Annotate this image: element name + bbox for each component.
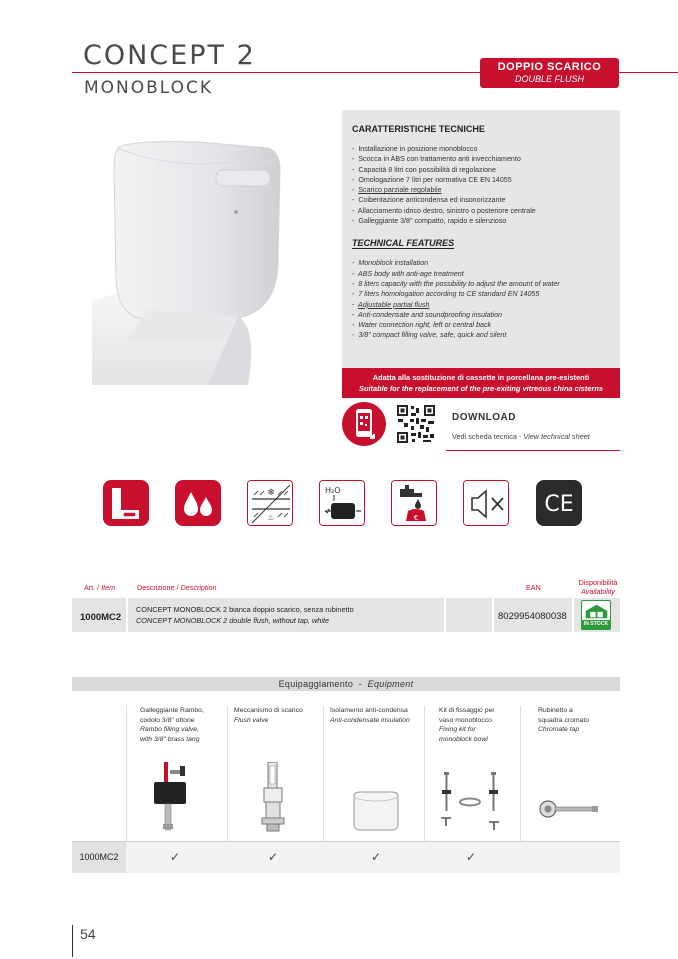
water-tank-icon <box>319 480 365 526</box>
svg-text:♨: ♨ <box>267 513 275 522</box>
equipment-item-flush-valve: Meccanismo di scarico Flush valve <box>234 707 303 724</box>
check-mark-icon: ✓ <box>268 850 279 864</box>
spec-item: - Allacciamento idrico destro, sinistro o posteriore centrale <box>352 206 536 215</box>
description-it: CONCEPT MONOBLOCK 2 bianca doppio scarico, senza rubinetto <box>136 605 354 614</box>
description-en: CONCEPT MONOBLOCK 2 double flush, without tap, white <box>136 616 330 625</box>
equipment-item-filling-valve: Galleggiante Rambo, codolo 3/8" ottone Rambo filling valve, with 3/8" brass tang <box>140 707 204 743</box>
water-saving-icon <box>391 480 437 526</box>
article-code: 1000MC2 <box>80 612 122 623</box>
header-availability: Disponibilità Availability <box>578 578 618 596</box>
page-number: 54 <box>80 926 96 942</box>
header-art: Art. / Item <box>84 583 116 592</box>
spec-item: - Anti-condensate and soundproofing insulation <box>352 310 502 319</box>
equipment-section-title: Equipaggiamento - Equipment <box>72 677 620 691</box>
technical-specs-box <box>342 110 620 368</box>
spec-item: - Omologazione 7 litri per normativa CE EN 14055 <box>352 175 512 184</box>
spec-item: - Water connection right, left or central back <box>352 321 492 330</box>
h2o-label: H₂O <box>325 486 341 495</box>
equipment-item-insulation: Isolamento anti-condensa Anti-condensate insulation <box>330 707 410 724</box>
spec-item: - Scarico parziale regolabile <box>352 186 442 195</box>
flush-valve-image <box>258 762 288 832</box>
svg-text:❄: ❄ <box>267 488 275 498</box>
spec-item: - Scocca in ABS con trattamento anti invecchiamento <box>352 155 521 164</box>
badge-label-it: DOPPIO SCARICO <box>497 61 602 73</box>
banner-text-it: Adatta alla sostituzione di cassette in porcellana pre-esistenti <box>372 373 590 382</box>
page-number-bar <box>72 925 73 957</box>
in-stock-label: IN STOCK <box>583 621 609 627</box>
spec-item: - Coibentazione anticondensa ed insonorizzante <box>352 196 506 205</box>
header-ean: EAN <box>526 583 541 592</box>
check-mark-icon: ✓ <box>170 850 181 864</box>
double-flush-badge <box>480 58 619 88</box>
equipment-row <box>72 842 620 873</box>
product-title: CONCEPT 2 <box>83 40 256 71</box>
ce-label: CE <box>544 492 574 517</box>
ce-mark-icon <box>536 480 582 526</box>
equipment-row-article: 1000MC2 <box>72 842 126 873</box>
spec-item: - Capacità 8 litri con possibilità di regolazione <box>352 165 496 174</box>
monoblock-l-icon <box>103 480 149 526</box>
specs-list-it <box>352 144 610 226</box>
spec-item: - Installazione in posizione monoblocco <box>352 145 478 153</box>
spec-item: - Monoblock installation <box>352 259 429 268</box>
specs-title-en: TECHNICAL FEATURES <box>352 238 455 249</box>
check-mark-icon: ✓ <box>371 850 382 864</box>
svg-text:€: € <box>413 514 419 522</box>
in-stock-badge <box>581 600 611 630</box>
download-divider <box>446 450 620 451</box>
fixing-kit-image <box>438 772 502 832</box>
spec-item: - 3/8" compact filling valve, safe, quick and silent <box>352 331 507 340</box>
phone-scan-icon <box>342 402 386 446</box>
cistern-product-image <box>88 140 328 385</box>
header-description: Descrizione / Description <box>137 583 217 592</box>
specs-title-it: CARATTERISTICHE TECNICHE <box>352 124 485 134</box>
filling-valve-image <box>150 762 192 832</box>
water-drops-icon <box>175 480 221 526</box>
insulation-image <box>350 790 402 832</box>
badge-label-en: DOUBLE FLUSH <box>514 74 585 84</box>
download-title[interactable]: DOWNLOAD <box>452 412 516 423</box>
specs-list-en <box>352 258 610 340</box>
spec-item: - 7 liters homologation according to CE standard EN 14055 <box>352 290 540 299</box>
ean-code: 8029954080038 <box>498 611 567 622</box>
spec-item: - Adjustable partial flush <box>352 300 430 309</box>
qr-code-icon[interactable] <box>396 404 436 444</box>
equipment-item-tap: Rubinetto a squadra cromato Chromate tap <box>538 707 590 734</box>
replacement-banner <box>342 368 620 398</box>
spec-item: - 8 liters capacity with the possibility to adjust the amount of water <box>352 279 560 288</box>
spec-item: - ABS body with anti-age treatment <box>352 269 464 278</box>
product-subtitle: MONOBLOCK <box>84 78 214 98</box>
check-mark-icon: ✓ <box>466 850 477 864</box>
chromate-tap-image <box>538 795 600 823</box>
download-link[interactable]: Vedi scheda tecnica - View technical sheet <box>452 432 590 441</box>
spec-item: - Galleggiante 3/8" compatto, rapido e silenzioso <box>352 217 507 226</box>
warehouse-icon <box>583 602 610 620</box>
equipment-item-fixing-kit: Kit di fissaggio per vaso monoblocco Fixing kit for monoblock bowl <box>439 707 495 743</box>
download-section <box>342 400 620 450</box>
mute-icon <box>463 480 509 526</box>
banner-text-en: Suitable for the replacement of the pre-exiting vitreous china cisterns <box>359 384 603 393</box>
anti-condensate-icon <box>247 480 293 526</box>
